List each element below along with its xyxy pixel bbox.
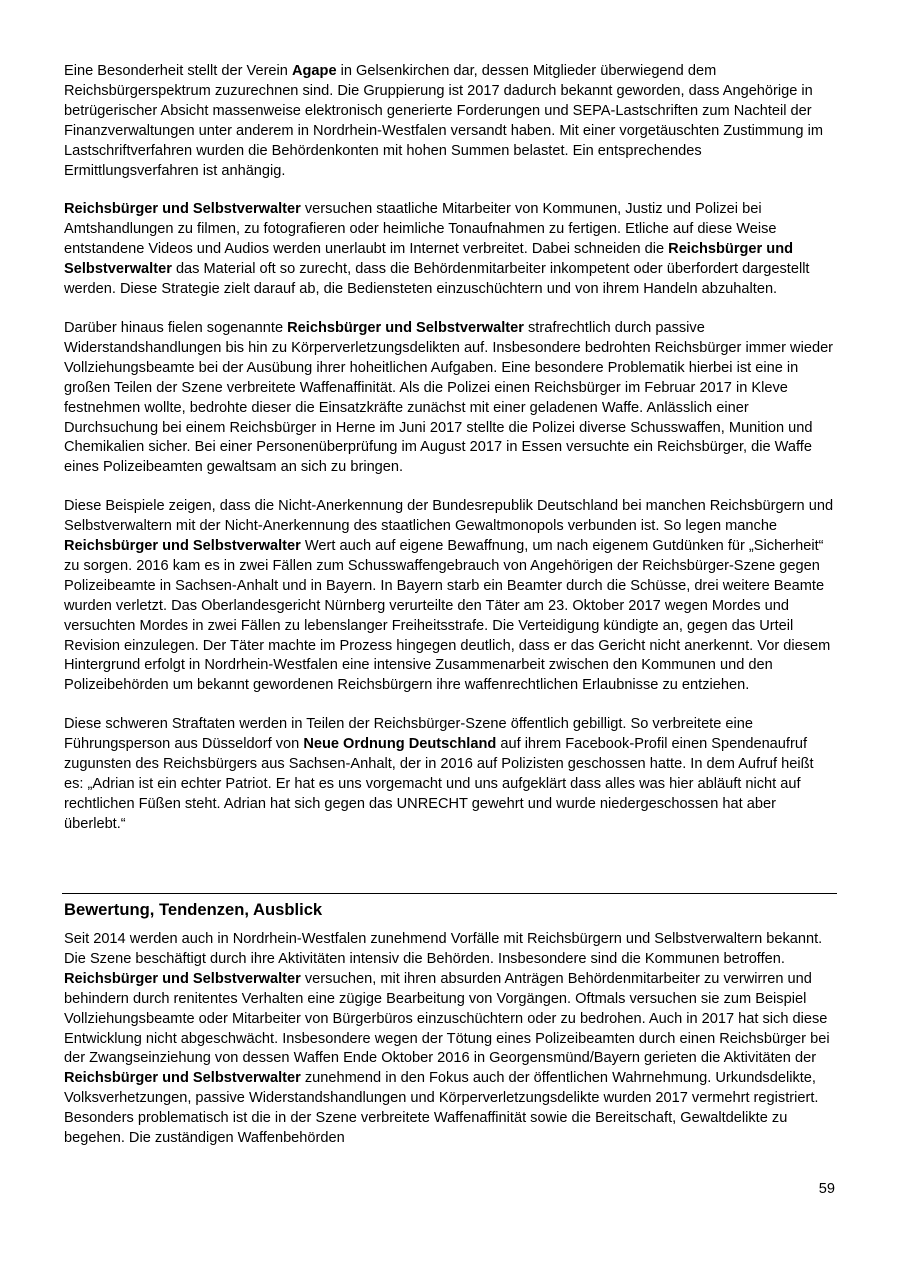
paragraph-weapons [64,497,836,696]
paragraph-recording [64,200,836,300]
text-run: das Material oft so zurecht, dass die Behördenmitarbeiter inkompetent oder überfordert dargestellt werden. Diese Strategie zielt darauf ab, die Bediensteten einzuschüchtern und von ihrem Handeln abzuhalten. [64,261,810,298]
text-run: versuchen staatliche Mitarbeiter von Kommunen, Justiz und Polizei bei Amtshandlungen zu filmen, zu fotografieren oder heimliche Tonaufnahmen zu fertigen. Etliche auf diese Weise entstandene Videos und Audios werden unerlaubt im Internet verbreitet. Dabei schneiden die [64,201,777,258]
section-divider [62,893,837,894]
document-body [64,62,836,835]
text-run: Seit 2014 werden auch in Nordrhein-Westfalen zunehmend Vorfälle mit Reichsbürgern und Selbstverwaltern bekannt. Die Szene beschäftigt durch ihre Aktivitäten intensiv die Behörden. Insbesondere sind die Kommunen betroffen. [64,931,823,967]
bold-term: Reichsbürger und Selbstverwalter [64,201,301,218]
page-number: 59 [818,1181,835,1197]
paragraph-resistance [64,319,836,478]
text-run: Darüber hinaus fielen sogenannte [64,319,288,336]
text-run: versuchen, mit ihren absurden Anträgen Behördenmitarbeiter zu verwirren und behindern durch renitentes Verhalten eine zügige Bearbeitung von Vorgängen. Oftmals versuchen sie zum Beispiel Vollziehungsbeamte oder Mitarbeiter von Bürgerbüros einzuschüchtern oder zu bedrohen. Auch in 2017 hat sich diese Entwicklung nicht abgeschwächt. Insbesondere wegen der Tötung eines Polizeibeamten durch einen Reichsbürger bei der Zwangseinziehung von dessen Waffen Ende Oktober 2016 in Georgensmünd/Bayern gerieten die Aktivitäten der [64,970,830,1067]
section-heading: Bewertung, Tendenzen, Ausblick [64,900,323,919]
bold-term: Agape [291,63,337,79]
bold-term: Neue Ordnung Deutschland [303,736,497,753]
text-run: in Gelsenkirchen dar, dessen Mitglieder überwiegend dem Reichsbürgerspektrum zuzurechnen sind. Die Gruppierung ist 2017 dadurch bekannt geworden, dass Angehörige in betrügerischer Absicht massenweise elektronisch generierte Forderungen und SEPA-Lastschriften zum Nachteil der Finanzverwaltungen unter anderem in Nordrhein-Westfalen versandt haben. Mit einer vorgetäuschten Zustimmung im Lastschriftverfahren wurden die Behördenkonten mit hohen Summen belastet. Ein entsprechendes Ermittlungsverfahren ist anhängig. [64,63,823,179]
paragraph-assessment [64,930,836,1149]
bold-term: Reichsbürger und Selbstverwalter [64,241,794,278]
text-run: strafrechtlich durch passive Widerstandshandlungen bis hin zu Körperverletzungsdelikten auf. Insbesondere bedrohten Reichsbürger immer wieder Vollziehungsbeamte bei der Ausübung ihrer hoheitlichen Aufgaben. Eine besondere Problematik hierbei ist eine in großen Teilen der Szene verbreitete Waffenaffinität. Als die Polizei einen Reichsbürger im Februar 2017 in Kleve festnehmen wollte, bedrohte dieser die Einsatzkräfte zunächst mit einer geladenen Waffe. Anlässlich einer Durchsuchung bei einem Reichsbürger in Herne im Juni 2017 stellte die Polizei diverse Schusswaffen, Munition und Chemikalien sicher. Bei einer Personenüberprüfung im August 2017 in Essen versuchte ein Reichsbürger, die Waffe eines Polizeibeamten gewaltsam an sich zu bringen. [64,319,834,476]
bold-term: Reichsbürger und Selbstverwalter [64,538,301,555]
paragraph-approval [64,715,836,834]
text-run: auf ihrem Facebook-Profil einen Spendenaufruf zugunsten des Reichsbürgers aus Sachsen-Anhalt, der in 2016 auf Polizisten geschossen hatte. In dem Aufruf heißt es: „Adrian ist ein echter Patriot. Er hat es uns vorgemacht und uns aufgeklärt dass alles was hier abläuft nicht auf rechtlichen Füßen steht. Adrian hat sich gegen das UNRECHT gewehrt und wurde niedergeschossen hat aber überlebt.“ [64,736,814,832]
text-run: zunehmend in den Fokus auch der öffentlichen Wahrnehmung. Urkundsdelikte, Volksverhetzungen, passive Widerstandshandlungen und Körperverletzungsdelikte wurden 2017 vermehrt registriert. Besonders problematisch ist die in der Szene verbreitete Waffenaffinität sowie die Bereitschaft, Gewaltdelikte zu begehen. Die zuständigen Waffenbehörden [64,1070,819,1147]
paragraph-agape [64,62,836,181]
bold-term: Reichsbürger und Selbstverwalter [64,1070,301,1087]
text-run: Diese Beispiele zeigen, dass die Nicht-Anerkennung der Bundesrepublik Deutschland bei manchen Reichsbürgern und Selbstverwaltern mit der Nicht-Anerkennung des staatlichen Gewaltmonopols verbunden ist. So legen manche [64,498,834,535]
text-run: Eine Besonderheit stellt der Verein [64,63,292,79]
bold-term: Reichsbürger und Selbstverwalter [64,970,301,987]
text-run: Wert auch auf eigene Bewaffnung, um nach eigenem Gutdünken für „Sicherheit“ zu sorgen. 2016 kam es in zwei Fällen zum Schusswaffengebrauch von Angehörigen der Reichsbürger-Szene gegen Polizeibeamte in Sachsen-Anhalt und in Bayern. In Bayern starb ein Beamter durch die Schüsse, drei weitere Beamte wurden verletzt. Das Oberlandesgericht Nürnberg verurteilte den Täter am 23. Oktober 2017 wegen Mordes und versuchten Mordes in zwei Fällen zu lebenslanger Freiheitsstrafe. Die Verteidigung kündigte an, gegen das Urteil Revision einzulegen. Der Täter machte im Prozess hingegen deutlich, dass er das Gericht nicht anerkennt. Vor diesem Hintergrund erfolgt in Nordrhein-Westfalen eine intensive Zusammenarbeit zwischen den Kommunen und den Polizeibehörden um bekannt gewordenen Reichsbürgern ihre waffenrechtlichen Erlaubnisse zu entziehen. [64,538,831,694]
assessment-section [64,899,836,1168]
text-run: Diese schweren Straftaten werden in Teilen der Reichsbürger-Szene öffentlich gebilligt. So verbreitete eine Führungsperson aus Düsseldorf von [64,716,753,753]
bold-term: Reichsbürger und Selbstverwalter [287,319,524,336]
